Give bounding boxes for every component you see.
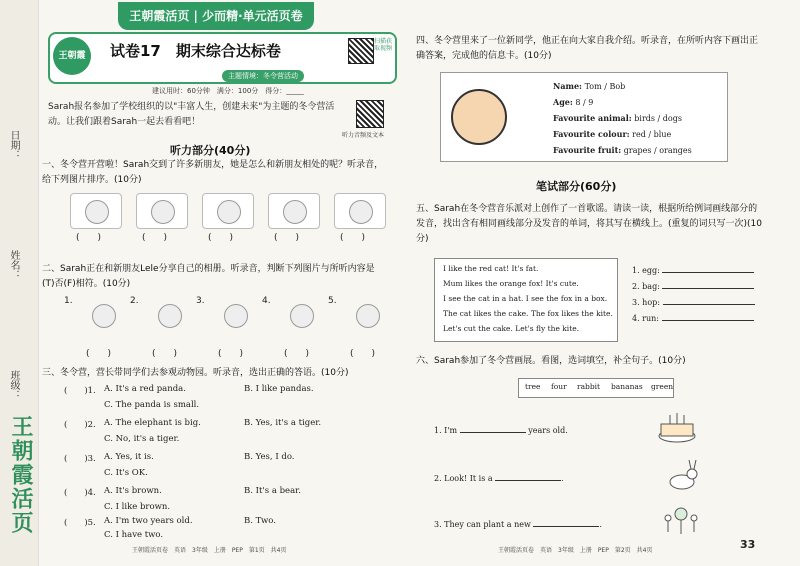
qr-code-icon: [348, 38, 374, 64]
chant-line-3: I see the cat in a hat. I see the fox in a box.: [443, 294, 608, 303]
chant-line-1: I like the red cat! It's fat.: [443, 264, 539, 273]
q2-num-2: 2.: [130, 296, 139, 306]
q3-item-4-num[interactable]: ( )4.: [64, 488, 96, 498]
planting-tree-icon: [660, 504, 702, 538]
q6-item-2[interactable]: 2. Look! It is a .: [434, 474, 564, 483]
word-bananas: bananas: [611, 382, 643, 391]
q3-item-5-b: B. Two.: [244, 516, 276, 526]
brand-badge: 王朝霞: [53, 37, 91, 75]
question-6: 六、Sarah参加了冬令营画展。看图，选词填空，补全句子。(10分): [416, 356, 686, 366]
chant-box: [434, 258, 618, 342]
q2-picture-4: [276, 298, 326, 332]
boy-illustration: [451, 89, 507, 145]
q3-item-1-b: B. I like pandas.: [244, 384, 314, 394]
q1-picture-5: [334, 193, 386, 229]
question-3: 三、冬令营，营长带同学们去参观动物园。听录音，选出正确的答语。(10分): [42, 368, 349, 378]
series-banner: 王朝霞活页 | 少而精·单元活页卷: [118, 2, 314, 30]
q3-item-3-a: A. Yes, it is.: [104, 452, 154, 462]
q3-item-2-b: B. Yes, it's a tiger.: [244, 418, 322, 428]
q6-item-1[interactable]: 1. I'm years old.: [434, 426, 568, 435]
q2-answer-4[interactable]: ( ): [284, 349, 310, 359]
q3-item-4-c: C. I like brown.: [104, 502, 171, 512]
q1-picture-1: [70, 193, 122, 229]
page-number: 33: [740, 538, 756, 551]
card-animal-row[interactable]: Favourite animal: birds / dogs: [553, 113, 682, 123]
q2-num-4: 4.: [262, 296, 271, 306]
q3-item-5-c: C. I have two.: [104, 530, 164, 540]
q3-item-5-a: A. I'm two years old.: [104, 516, 193, 526]
binding-margin: [0, 0, 39, 566]
left-column: [42, 0, 392, 566]
q3-item-2-num[interactable]: ( )2.: [64, 420, 96, 430]
footer-right: 王朝霞活页卷 英语 3年级 上册 PEP 第2页 共4页: [498, 547, 653, 554]
q2-answer-2[interactable]: ( ): [152, 349, 178, 359]
card-name-row[interactable]: Name: Tom / Bob: [553, 81, 626, 91]
q3-item-2-a: A. The elephant is big.: [104, 418, 201, 428]
date-label: 日期：: [8, 130, 19, 160]
q1-answer-4[interactable]: ( ): [274, 233, 300, 243]
writing-section-title: 笔试部分(60分): [536, 180, 617, 193]
q6-item-3[interactable]: 3. They can plant a new .: [434, 520, 602, 529]
word-four: four: [551, 382, 567, 391]
q1-picture-2: [136, 193, 188, 229]
q3-item-3-c: C. It's OK.: [104, 468, 148, 478]
q1-answer-1[interactable]: ( ): [76, 233, 102, 243]
q2-num-3: 3.: [196, 296, 205, 306]
q1-picture-4: [268, 193, 320, 229]
audio-qr-code-icon: [356, 100, 384, 128]
word-green: green: [651, 382, 674, 391]
q2-picture-2: [144, 298, 194, 332]
chant-line-2: Mum likes the orange fox! It's cute.: [443, 279, 579, 288]
q2-picture-3: [210, 298, 260, 332]
q2-answer-3[interactable]: ( ): [218, 349, 244, 359]
audio-qr-caption: 听力音频及文本: [342, 132, 385, 139]
q5-answer-2[interactable]: 2. bag:: [632, 280, 754, 291]
q5-answer-3[interactable]: 3. hop:: [632, 296, 755, 307]
q2-num-1: 1.: [64, 296, 73, 306]
q3-item-1-num[interactable]: ( )1.: [64, 386, 96, 396]
rabbit-icon: [660, 458, 702, 492]
birthday-cake-icon: [656, 410, 698, 444]
exam-meta: 建议用时：60分钟 满分：100分 得分：_____: [152, 87, 304, 95]
q2-answer-5[interactable]: ( ): [350, 349, 376, 359]
question-5: 五、Sarah在冬令营音乐派对上创作了一首歌谣。请读一读，根据所给例词画线部分的发音，找出含有相同画线部分及发音的单词，将其写在横线上。(重复的词只写一次)(10分): [416, 204, 762, 244]
right-column: [408, 0, 760, 566]
brand-logo: 王朝霞活页: [8, 415, 34, 535]
question-4: 四、冬令营里来了一位新同学，他正在向大家自我介绍。听录音，在所听内容下画出正确答案，完成他的信息卡。(10分): [416, 36, 759, 61]
chant-line-4: The cat likes the cake. The fox likes the kite.: [443, 309, 613, 318]
word-tree: tree: [525, 382, 541, 391]
q3-item-4-b: B. It's a bear.: [244, 486, 301, 496]
card-fruit-row[interactable]: Favourite fruit: grapes / oranges: [553, 145, 692, 155]
info-card: [440, 72, 728, 162]
theme-badge: 主题情境：冬令营活动: [222, 70, 304, 82]
q5-answer-1[interactable]: 1. egg:: [632, 264, 754, 275]
exam-title: 试卷17 期末综合达标卷: [110, 42, 281, 60]
word-rabbit: rabbit: [577, 382, 601, 391]
q2-answer-1[interactable]: ( ): [86, 349, 112, 359]
q3-item-1-a: A. It's a red panda.: [104, 384, 186, 394]
q2-picture-1: [78, 298, 128, 332]
card-age-row[interactable]: Age: 8 / 9: [553, 97, 594, 107]
qr-caption: 扫描获取视频: [374, 38, 393, 52]
q1-answer-3[interactable]: ( ): [208, 233, 234, 243]
q1-answer-2[interactable]: ( ): [142, 233, 168, 243]
class-label: 班级：: [8, 370, 19, 400]
q3-item-3-b: B. Yes, I do.: [244, 452, 295, 462]
name-label: 姓名：: [8, 250, 19, 280]
word-bank: [518, 378, 674, 398]
q3-item-5-num[interactable]: ( )5.: [64, 518, 96, 528]
chant-line-5: Let's cut the cake. Let's fly the kite.: [443, 324, 580, 333]
question-2: 二、Sarah正在和新朋友Lele分享自己的相册。听录音，判断下列图片与所听内容是(T)否(F)相符。(10分): [42, 264, 375, 289]
q5-answer-4[interactable]: 4. run:: [632, 312, 754, 323]
question-1: 一、冬令营开营啦！Sarah交到了许多新朋友，她是怎么和新朋友相处的呢？听录音，给下列图片排序。(10分): [42, 160, 384, 185]
q3-item-2-c: C. No, it's a tiger.: [104, 434, 180, 444]
footer-left: 王朝霞活页卷 英语 3年级 上册 PEP 第1页 共4页: [132, 547, 287, 554]
q3-item-4-a: A. It's brown.: [104, 486, 162, 496]
q1-answer-5[interactable]: ( ): [340, 233, 366, 243]
card-colour-row[interactable]: Favourite colour: red / blue: [553, 129, 672, 139]
intro-text: Sarah报名参加了学校组织的以"丰富人生，创建未来"为主题的冬令营活动。让我们跟着Sarah一起去看看吧！: [48, 102, 335, 127]
q2-picture-5: [342, 298, 392, 332]
q3-item-1-c: C. The panda is small.: [104, 400, 200, 410]
q2-num-5: 5.: [328, 296, 337, 306]
q3-item-3-num[interactable]: ( )3.: [64, 454, 96, 464]
listening-section-title: 听力部分(40分): [170, 144, 251, 157]
q1-picture-3: [202, 193, 254, 229]
